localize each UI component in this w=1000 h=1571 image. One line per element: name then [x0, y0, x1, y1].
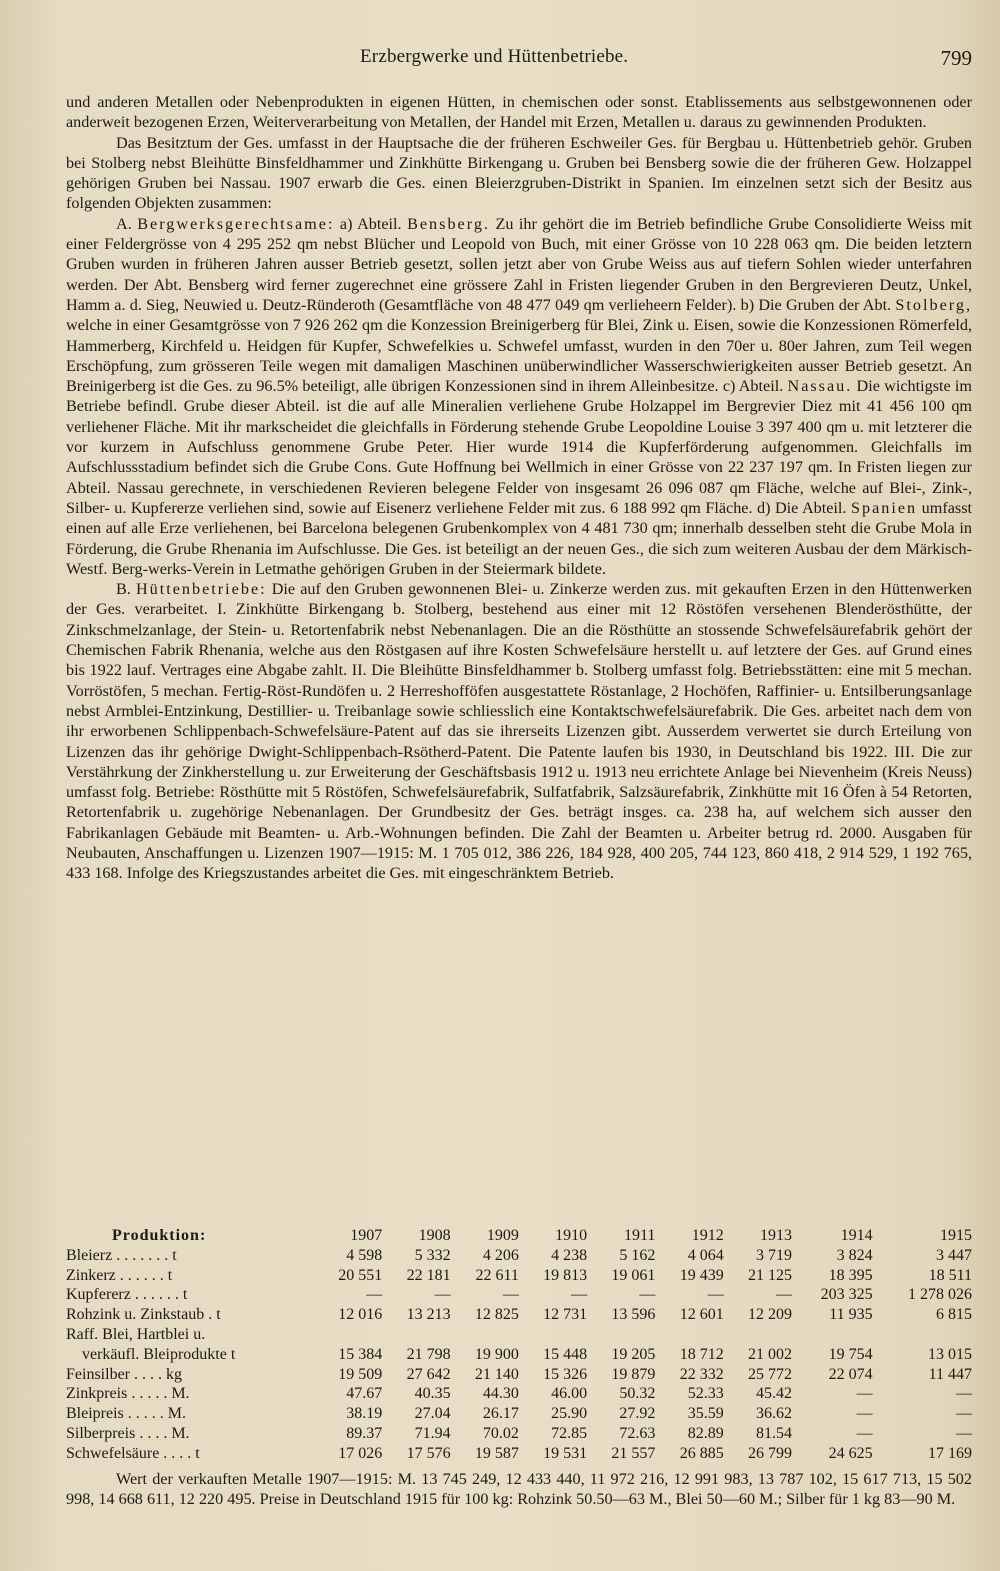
page-header [68, 46, 972, 76]
text-run: a) Abteil. [334, 214, 408, 233]
text-run: welche in einer Gesamtgrösse von 7 926 262 qm die Konzession Breinigerberg für Blei, Zink u. Eisen, sowie die Konzessionen Römerfeld, Hammerberg, Kirchfeld u. Heidgen für Kupfer, Schwefelkies u. Schwefel umfasst, wurden in den 70er u. 80er Jahren, zum Teil wegen Erschöpfung, zum grösseren Teile wegen mit damaligen Maschinen unüberwindlicher Wasserschwierigkeiten ausser Betrieb gesetzt. An Breinigerberg ist die Ges. zu 96.5% beteiligt, alle übrigen Konzessionen sind in ihrem Alleinbesitze. c) Abteil. [66, 316, 972, 396]
paragraph-intro: und anderen Metallen oder Nebenprodukten in eigenen Hütten, in chemischen oder sonst. Etablissements aus selbstgewonnenen oder anderweit bezogenen Erzen, Weiterverarbeitung von Metallen, der Handel mit Erzen, Metallen u. daraus zu gewinnenden Produkten. [66, 93, 972, 132]
table-row [66, 1266, 972, 1286]
section-letter-b: B. [116, 580, 136, 599]
table-cell: 47.67 [346, 1385, 383, 1403]
table-cell: 19 531 [543, 1444, 588, 1462]
abteil-bensberg: Bensberg. [407, 214, 490, 233]
table-cell: 13 596 [611, 1306, 656, 1324]
table-cell: 12 731 [543, 1306, 588, 1324]
table-cell: 19 509 [338, 1365, 383, 1383]
table-row [66, 1345, 972, 1365]
table-cell [314, 1325, 382, 1345]
row-label: Kupfererz . . . . . . t [66, 1286, 188, 1304]
table-cell: 19 439 [679, 1266, 724, 1284]
table-cell: — [366, 1286, 383, 1304]
table-cell: 11 935 [829, 1306, 873, 1324]
table-cell: 203 325 [820, 1286, 873, 1304]
table-cell: 45.42 [755, 1385, 792, 1403]
production-heading: Produktion: [112, 1227, 207, 1244]
table-cell: — [956, 1405, 972, 1423]
table-cell: 11 447 [928, 1365, 972, 1383]
table-cell: 52.33 [687, 1385, 724, 1403]
table-cell: 24 625 [828, 1444, 873, 1462]
table-cell: 19 900 [474, 1345, 519, 1363]
table-cell: 3 824 [836, 1246, 873, 1264]
table-cell: 4 064 [687, 1246, 724, 1264]
paragraph-besitztum: Das Besitztum der Ges. umfasst in der Hauptsache die der früheren Eschweiler Ges. für Bergbau u. Hüttenbetrieb gehör. Gruben bei Stolberg nebst Bleihütte Binsfeldhammer und Zinkhütte Birkengang u. Gruben bei Bensberg sowie die der früheren Gew. Holzappel gehörigen Gruben bei Nassau. 1907 erwarb die Ges. einen Bleierzgruben-Distrikt in Spanien. Im einzelnen setzt sich der Besitz aus folgenden Objekten zusammen: [66, 133, 972, 213]
table-cell: 26.17 [482, 1405, 519, 1423]
table-row [66, 1444, 972, 1464]
table-row [66, 1305, 972, 1325]
table-cell: 15 326 [543, 1365, 588, 1383]
table-cell: — [856, 1385, 873, 1403]
table-cell: 27.92 [619, 1405, 656, 1423]
table-cell: 38.19 [346, 1405, 383, 1423]
table-cell: 21 140 [474, 1365, 519, 1383]
text-run: Die wichtigste im Betriebe befindl. Grube dieser Abteil. ist die auf alle Mineralien verliehene Grube Holzappel im Bergrevier Diez mit 41 456 100 qm verliehener Fläche. Mit ihr markscheidet die gleichfalls in Förderung stehende Grube Leopoldine Louise 3 397 400 qm u. mit letzterer die vor kurzem in Aufschluss genommene Grube Peter. Hier wurde 1914 die Kupferförderung aufgenommen. Gleichfalls im Aufschlussstadium befindet sich die Grube Cons. Gute Hoffnung bei Wellmich in einer Grösse von 22 237 197 qm. In Fristen liegen zur Abteil. Nassau gerechnete, in verschiedenen Revieren belegene Felder von insgesamt 26 096 087 qm Fläche, welche auf Blei-, Zink-, Silber- u. Kupfererze verliehen sind, sowie auf Eisenerz verliehene Felder mit zus. 6 188 992 qm Fläche. d) Die Abteil. [66, 377, 973, 517]
table-cell: 20 551 [338, 1266, 383, 1284]
table-cell: 19 754 [828, 1345, 873, 1363]
table-cell [792, 1325, 873, 1345]
table-cell: 3 447 [936, 1246, 972, 1264]
table-row [66, 1424, 972, 1444]
table-cell: — [639, 1286, 656, 1304]
year-header: 1911 [624, 1227, 656, 1244]
year-header: 1909 [486, 1227, 519, 1244]
production-header-row [66, 1226, 972, 1246]
table-cell: 44.30 [482, 1385, 519, 1403]
table-cell: 21 125 [747, 1266, 792, 1284]
table-cell: 12 016 [338, 1306, 383, 1324]
row-label: Silberpreis . . . . M. [66, 1424, 190, 1442]
row-label: verkäufl. Bleiprodukte t [66, 1345, 236, 1363]
table-cell: — [775, 1286, 792, 1304]
table-cell: 4 598 [346, 1246, 383, 1264]
year-header: 1915 [940, 1227, 972, 1244]
table-cell: 17 026 [338, 1444, 383, 1462]
table-cell: — [571, 1286, 588, 1304]
table-cell: — [434, 1286, 451, 1304]
table-cell: 19 879 [611, 1365, 656, 1383]
table-cell: — [856, 1405, 873, 1423]
table-cell: 22 332 [679, 1365, 724, 1383]
row-label: Raff. Blei, Hartblei u. [66, 1325, 206, 1343]
year-header: 1907 [350, 1227, 383, 1244]
table-cell: 26 885 [679, 1444, 724, 1462]
table-cell: 3 719 [755, 1246, 792, 1264]
row-label: Rohzink u. Zinkstaub . t [66, 1306, 221, 1324]
table-cell [655, 1325, 723, 1345]
table-cell [873, 1325, 972, 1345]
table-cell [724, 1325, 792, 1345]
table-cell: 5 332 [414, 1246, 451, 1264]
table-cell: 25 772 [747, 1365, 792, 1383]
table-cell: 22 181 [406, 1266, 451, 1284]
table-cell: 21 002 [747, 1345, 792, 1363]
year-header: 1908 [418, 1227, 451, 1244]
table-cell: 13 015 [928, 1345, 972, 1363]
table-cell: 12 825 [474, 1306, 519, 1324]
running-head: Erzbergwerke und Hüttenbetriebe. [360, 46, 629, 67]
table-cell: 5 162 [619, 1246, 656, 1264]
table-cell: 6 815 [936, 1306, 972, 1324]
table-cell: 19 813 [543, 1266, 588, 1284]
table-cell: 27.04 [414, 1405, 451, 1423]
table-cell: 1 278 026 [908, 1286, 972, 1304]
table-cell: 12 601 [679, 1306, 724, 1324]
table-cell: 19 061 [611, 1266, 656, 1284]
table-cell: 4 206 [482, 1246, 519, 1264]
production-table [66, 1226, 972, 1464]
section-letter-a: A. [116, 214, 138, 233]
paragraph-bergwerke [66, 214, 972, 579]
table-cell: 82.89 [687, 1424, 724, 1442]
year-header: 1913 [759, 1227, 792, 1244]
table-cell: 25.90 [551, 1405, 588, 1423]
paragraph-huettenbetriebe [66, 579, 972, 883]
table-cell [382, 1325, 450, 1345]
table-cell: 46.00 [551, 1385, 588, 1403]
table-cell: 22 074 [828, 1365, 873, 1383]
row-label: Schwefelsäure . . . . t [66, 1444, 200, 1462]
table-cell: 22 611 [475, 1266, 519, 1284]
table-cell [587, 1325, 655, 1345]
text-run: Zu ihr gehört die im Betrieb befindliche Grube Consolidierte Weiss mit einer Feldergrösse von 4 295 252 qm nebst Blücher und Leopold von Buch, mit einer Grösse von 10 228 063 qm. Die beiden letztern Gruben wurden in früheren Jahren ausser Betrieb gesetzt, sollen jetzt aber von Grube Weiss aus auf tiefern Sohlen wieder unterfahren werden. Der Abt. Bensberg wird ferner zugerechnet eine grössere Zahl in Fristen liegender Gruben in den Bergrevieren Deutz, Unkel, Hamm a. d. Sieg, Neuwied u. Deutz-Ründeroth (Gesamtfläche von 48 477 049 qm verlieheern Felder). b) Die Gruben der Abt. [66, 214, 972, 314]
table-cell: 50.32 [619, 1385, 656, 1403]
table-cell: — [502, 1286, 519, 1304]
table-cell: 35.59 [687, 1405, 724, 1423]
table-cell: 71.94 [414, 1424, 451, 1442]
table-cell: — [956, 1385, 972, 1403]
table-cell: 12 209 [747, 1306, 792, 1324]
table-cell [451, 1325, 519, 1345]
table-cell: 36.62 [755, 1405, 792, 1423]
table-cell: 89.37 [346, 1424, 383, 1442]
table-cell: — [707, 1286, 724, 1304]
table-cell: — [956, 1424, 972, 1442]
text-run: Die auf den Gruben gewonnenen Blei- u. Zinkerze werden zus. mit gekauften Erzen in den Hüttenwerken der Ges. verarbeitet. I. Zinkhütte Birkengang b. Stolberg, bestehend aus einer mit 12 Röstöfen versehenen Blenderösthütte, der Zinkschmelzanlage, der Stein- u. Retortenfabrik nebst Nebenanlagen. Die an die Rösthütte an stossende Schwefelsäurefabrik gehört der Chemischen Fabrik Rhenania, welche aus den Röstgasen auf ihre Kosten Schwefelsäure herstellt u. auf letztere der Ges. auf Grund eines bis 1922 lauf. Vertrages eine Abgabe zahlt. II. Die Bleihütte Binsfeldhammer b. Stolberg umfasst folg. Betriebsstätten: eine mit 5 mechan. Vorröstöfen, 5 mechan. Fertig-Röst-Rundöfen u. 2 Herreshofföfen ausgestattete Röstanlage, 2 Hochöfen, Raffinier- u. Entsilberungsanlage nebst Armblei-Entzinkung, Destillier- u. Treibanlage sowie schliesslich eine Kontaktschwefelsäurefabrik. Die Ges. arbeitet nach dem von ihr erworbenen Schlippenbach-Schwefelsäure-Patent auf das sie ihrerseits Lizenzen gibt. Ausserdem verwertet sie durch Erteilung von Lizenzen das ihr gehörige Dwight-Schlippenbach-Rsötherd-Patent. Die Patente laufen bis 1930, in Deutschland bis 1922. III. Die zur Verstährkung der Zinkherstellung u. zur Erweiterung der Geschäftsbasis 1912 u. 1913 neu errichtete Anlage bei Nievenheim (Kreis Neuss) umfasst folg. Betriebe: Rösthütte mit 5 Röstöfen, Schwefelsäurefabrik, Sulfatfabrik, Salzsäurefabrik, Zinkhütte mit 16 Öfen à 54 Retorten, Retortenfabrik u. zugehörige Nebenanlagen. Der Grundbesitz der Ges. beträgt insges. ca. 238 ha, auf welchem sich ausser den Fabrikanlagen Gebäude mit Beamten- u. Arb.-Wohnungen befinden. Die Zahl der Beamten u. Arbeiter betrug rd. 2000. Ausgaben für Neubauten, Anschaffungen u. Lizenzen 1907—1915: M. 1 705 012, 386 226, 184 928, 400 205, 744 123, 860 418, 2 914 529, 1 192 765, 433 168. Infolge des Kriegszustandes arbeitet die Ges. mit eingeschränktem Betrieb. [66, 580, 972, 883]
table-cell: 18 511 [928, 1266, 972, 1284]
table-cell: 70.02 [482, 1424, 519, 1442]
footer-text [66, 1469, 972, 1510]
table-cell: 18 395 [828, 1266, 873, 1284]
section-heading-huettenbetriebe: Hüttenbetriebe: [135, 580, 267, 599]
table-cell: 21 798 [406, 1345, 451, 1363]
table-row [66, 1246, 972, 1266]
paragraph-wert: Wert der verkauften Metalle 1907—1915: M. 13 745 249, 12 433 440, 11 972 216, 12 991 983, 13 787 102, 15 617 713, 15 502 998, 14 668 611, 12 220 495. Preise in Deutschland 1915 für 100 kg: Rohzink 50.50—63 M., Blei 50—60 M.; Silber für 1 kg 83—90 M. [66, 1470, 972, 1509]
abteil-stolberg: Stolberg, [895, 295, 972, 314]
table-cell: 15 448 [543, 1345, 588, 1363]
table-row [66, 1285, 972, 1305]
table-cell: 72.85 [551, 1424, 588, 1442]
table-cell: — [856, 1424, 873, 1442]
year-header: 1914 [840, 1227, 873, 1244]
table-cell: 18 712 [679, 1345, 724, 1363]
table-cell: 81.54 [755, 1424, 792, 1442]
abteil-nassau: Nassau. [787, 377, 853, 396]
row-label: Feinsilber . . . . kg [66, 1365, 182, 1383]
table-cell: 40.35 [414, 1385, 451, 1403]
table-cell: 19 587 [474, 1444, 519, 1462]
table-cell: 26 799 [747, 1444, 792, 1462]
row-label: Zinkerz . . . . . . t [66, 1266, 173, 1284]
abteil-spanien: Spanien [850, 498, 918, 517]
table-row [66, 1404, 972, 1424]
table-cell: 15 384 [338, 1345, 383, 1363]
table-row [66, 1384, 972, 1404]
table-cell: 72.63 [619, 1424, 656, 1442]
year-header: 1910 [555, 1227, 588, 1244]
table-row [66, 1365, 972, 1385]
row-label: Bleipreis . . . . . M. [66, 1405, 186, 1423]
table-cell: 21 557 [611, 1444, 656, 1462]
table-cell: 17 169 [928, 1444, 972, 1462]
table-cell: 17 576 [406, 1444, 451, 1462]
table-cell: 13 213 [406, 1306, 451, 1324]
row-label: Bleierz . . . . . . . t [66, 1246, 177, 1264]
table-cell [519, 1325, 587, 1345]
table-cell: 27 642 [406, 1365, 451, 1383]
table-cell: 19 205 [611, 1345, 656, 1363]
year-header: 1912 [691, 1227, 724, 1244]
page-number: 799 [940, 46, 972, 70]
row-label: Zinkpreis . . . . . M. [66, 1385, 190, 1403]
table-cell: 4 238 [551, 1246, 588, 1264]
section-heading-bergwerksgerechtsame: Bergwerksgerechtsame: [137, 214, 335, 233]
body-text [66, 92, 972, 884]
text-run: umfasst einen auf alle Erze verliehenen, bei Barcelona belegenen Grubenkomplex von 4 481 730 qm; innerhalb desselben steht die Grube Mola in Förderung, die Grube Rhenania im Aufschlusse. Die Ges. ist beteiligt an der neuen Ges., die sich zum weiteren Ausbau der dem Märkisch-Westf. Berg-werks-Verein in Letmathe gehörigen Gruben in der Steiermark bildete. [66, 498, 972, 578]
table-row [66, 1325, 972, 1345]
